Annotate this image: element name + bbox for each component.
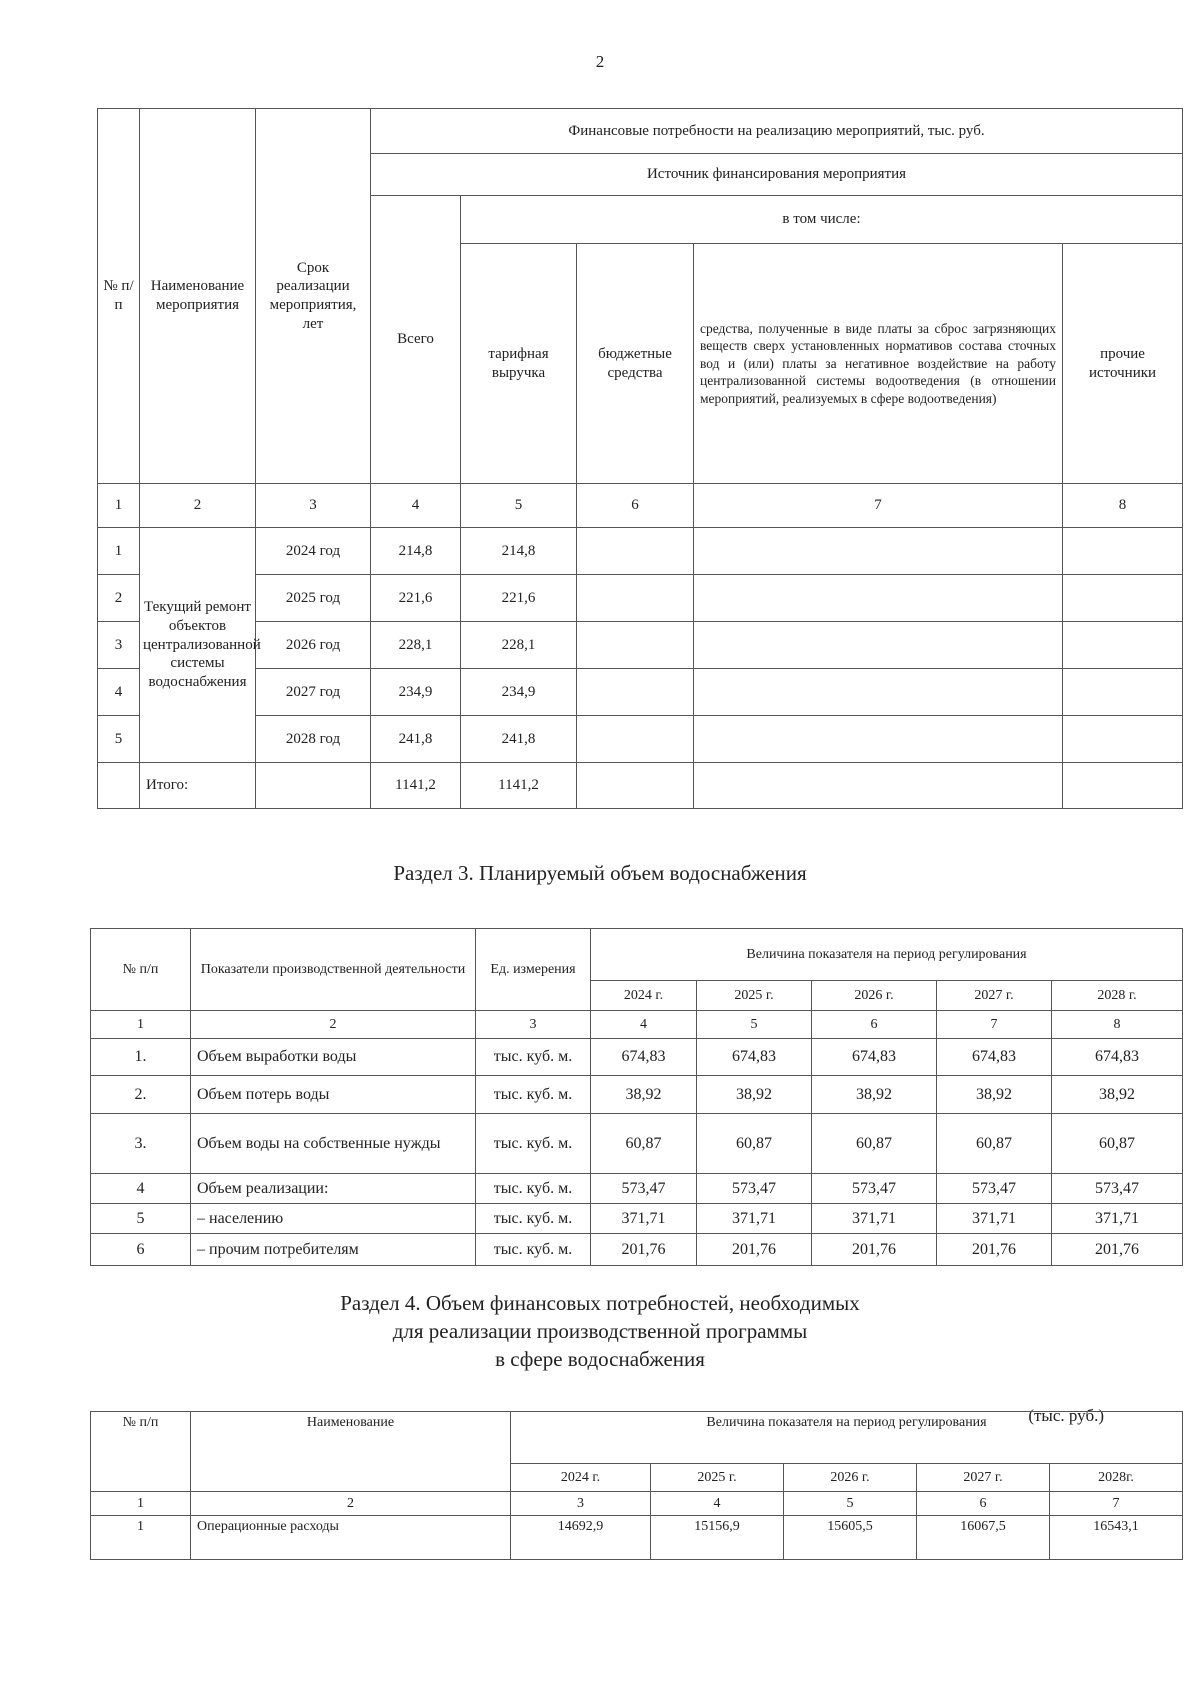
header-including: в том числе:	[461, 196, 1183, 244]
year-header: 2024 г.	[591, 981, 697, 1011]
row-value: 15605,5	[784, 1516, 917, 1560]
row-name: Операционные расходы	[191, 1516, 511, 1560]
row-name: Объем выработки воды	[191, 1039, 476, 1076]
section3-title: Раздел 3. Планируемый объем водоснабжения	[393, 861, 807, 885]
total-value: 1141,2	[371, 763, 461, 809]
row-value: 201,76	[812, 1234, 937, 1266]
column-numbers-row	[91, 1492, 1183, 1516]
table-row	[91, 1204, 1183, 1234]
col-number: 1	[98, 484, 140, 528]
table-row	[91, 1039, 1183, 1076]
row-num: 1.	[91, 1039, 191, 1076]
table-row	[91, 1234, 1183, 1266]
row-num: 5	[98, 716, 140, 763]
col-number: 4	[651, 1492, 784, 1516]
header-tariff: тарифная выручка	[461, 244, 577, 484]
row-tariff: 214,8	[461, 528, 577, 575]
row-num: 1	[98, 528, 140, 575]
header-value: Величина показателя на период регулирования	[511, 1412, 1183, 1464]
row-unit: тыс. куб. м.	[476, 1234, 591, 1266]
row-num: 1	[91, 1516, 191, 1560]
col-number: 4	[591, 1011, 697, 1039]
row-name: – населению	[191, 1204, 476, 1234]
row-value: 371,71	[591, 1204, 697, 1234]
row-total: 214,8	[371, 528, 461, 575]
year-header: 2027 г.	[937, 981, 1052, 1011]
col-number: 8	[1063, 484, 1183, 528]
row-unit: тыс. куб. м.	[476, 1174, 591, 1204]
table-row	[91, 1174, 1183, 1204]
table-row	[91, 1516, 1183, 1560]
col-number: 3	[511, 1492, 651, 1516]
header-num: № п/п	[91, 1412, 191, 1492]
row-value: 573,47	[697, 1174, 812, 1204]
row-value: 14692,9	[511, 1516, 651, 1560]
table-row	[98, 575, 1183, 622]
header-other: прочие источники	[1063, 244, 1183, 484]
col-number: 2	[191, 1011, 476, 1039]
col-number: 8	[1052, 1011, 1183, 1039]
header-num: № п/п	[91, 929, 191, 1011]
header-term: Срок реализации мероприятия, лет	[256, 109, 371, 484]
row-value: 674,83	[697, 1039, 812, 1076]
row-num: 3	[98, 622, 140, 669]
row-value: 371,71	[937, 1204, 1052, 1234]
col-number: 6	[577, 484, 694, 528]
row-num: 2	[98, 575, 140, 622]
row-num: 3.	[91, 1114, 191, 1174]
col-number: 5	[784, 1492, 917, 1516]
row-value: 573,47	[937, 1174, 1052, 1204]
col-number: 3	[256, 484, 371, 528]
row-value: 201,76	[591, 1234, 697, 1266]
row-value: 60,87	[591, 1114, 697, 1174]
row-value: 371,71	[697, 1204, 812, 1234]
section4-title-line3: в сфере водоснабжения	[495, 1347, 705, 1371]
header-indicator: Показатели производственной деятельности	[191, 929, 476, 1011]
col-number: 3	[476, 1011, 591, 1039]
row-tariff: 241,8	[461, 716, 577, 763]
row-value: 674,83	[812, 1039, 937, 1076]
measure-name: Текущий ремонт объектов централизованной системы водоснабжения	[140, 528, 256, 763]
section4-title-line1: Раздел 4. Объем финансовых потребностей, необходимых	[340, 1291, 860, 1315]
row-year: 2026 год	[256, 622, 371, 669]
col-number: 7	[694, 484, 1063, 528]
financial-needs-table	[97, 108, 1183, 809]
row-num: 2.	[91, 1076, 191, 1114]
row-year: 2027 год	[256, 669, 371, 716]
row-year: 2028 год	[256, 716, 371, 763]
water-volume-table	[90, 928, 1183, 1266]
year-header: 2026 г.	[812, 981, 937, 1011]
row-value: 38,92	[812, 1076, 937, 1114]
page-number: 2	[595, 52, 605, 71]
row-value: 60,87	[1052, 1114, 1183, 1174]
header-source: Источник финансирования мероприятия	[371, 154, 1183, 196]
row-value: 16067,5	[917, 1516, 1050, 1560]
table-row	[98, 716, 1183, 763]
row-value: 674,83	[591, 1039, 697, 1076]
units-label: (тыс. руб.)	[1028, 1406, 1104, 1425]
table-row	[98, 528, 1183, 575]
row-total: 241,8	[371, 716, 461, 763]
header-value: Величина показателя на период регулирования	[591, 929, 1183, 981]
col-number: 1	[91, 1492, 191, 1516]
col-number: 4	[371, 484, 461, 528]
row-total: 221,6	[371, 575, 461, 622]
total-row	[98, 763, 1183, 809]
header-name: Наименование	[191, 1412, 511, 1492]
row-num: 4	[98, 669, 140, 716]
total-tariff: 1141,2	[461, 763, 577, 809]
column-numbers-row	[98, 484, 1183, 528]
year-header: 2028 г.	[1052, 981, 1183, 1011]
year-header: 2026 г.	[784, 1464, 917, 1492]
col-number: 1	[91, 1011, 191, 1039]
row-value: 674,83	[1052, 1039, 1183, 1076]
header-name: Наименование мероприятия	[140, 109, 256, 484]
row-value: 201,76	[697, 1234, 812, 1266]
row-value: 573,47	[812, 1174, 937, 1204]
col-number: 5	[461, 484, 577, 528]
table-row	[98, 669, 1183, 716]
col-number: 2	[191, 1492, 511, 1516]
table-row	[91, 1114, 1183, 1174]
row-year: 2024 год	[256, 528, 371, 575]
year-header: 2024 г.	[511, 1464, 651, 1492]
row-tariff: 228,1	[461, 622, 577, 669]
row-value: 38,92	[591, 1076, 697, 1114]
col-number: 7	[937, 1011, 1052, 1039]
row-total: 234,9	[371, 669, 461, 716]
row-num: 5	[91, 1204, 191, 1234]
header-unit: Ед. измерения	[476, 929, 591, 1011]
row-value: 60,87	[937, 1114, 1052, 1174]
row-value: 674,83	[937, 1039, 1052, 1076]
header-budget: бюджетные средства	[577, 244, 694, 484]
row-value: 16543,1	[1050, 1516, 1183, 1560]
col-number: 6	[917, 1492, 1050, 1516]
row-value: 573,47	[591, 1174, 697, 1204]
row-value: 371,71	[812, 1204, 937, 1234]
col-number: 7	[1050, 1492, 1183, 1516]
row-value: 201,76	[1052, 1234, 1183, 1266]
row-unit: тыс. куб. м.	[476, 1204, 591, 1234]
row-value: 38,92	[697, 1076, 812, 1114]
row-name: Объем потерь воды	[191, 1076, 476, 1114]
financial-volume-table	[90, 1411, 1183, 1560]
row-value: 201,76	[937, 1234, 1052, 1266]
year-header: 2028г.	[1050, 1464, 1183, 1492]
total-label: Итого:	[140, 763, 256, 809]
row-value: 38,92	[1052, 1076, 1183, 1114]
header-fees: средства, полученные в виде платы за сброс загрязняющих веществ сверх установленных нормативов состава сточных вод и (или) платы за негативное воздействие на работу централизованной системы водоотведения (в отношении мероприятий, реализуемых в сфере водоотведения)	[694, 244, 1063, 484]
row-num: 6	[91, 1234, 191, 1266]
row-name: Объем воды на собственные нужды	[191, 1114, 476, 1174]
year-header: 2025 г.	[697, 981, 812, 1011]
row-num: 4	[91, 1174, 191, 1204]
row-value: 371,71	[1052, 1204, 1183, 1234]
year-header: 2025 г.	[651, 1464, 784, 1492]
row-name: – прочим потребителям	[191, 1234, 476, 1266]
row-unit: тыс. куб. м.	[476, 1114, 591, 1174]
col-number: 6	[812, 1011, 937, 1039]
row-unit: тыс. куб. м.	[476, 1039, 591, 1076]
row-name: Объем реализации:	[191, 1174, 476, 1204]
row-unit: тыс. куб. м.	[476, 1076, 591, 1114]
row-year: 2025 год	[256, 575, 371, 622]
section4-title-line2: для реализации производственной программы	[392, 1319, 808, 1343]
header-total: Всего	[371, 196, 461, 484]
row-value: 38,92	[937, 1076, 1052, 1114]
row-value: 15156,9	[651, 1516, 784, 1560]
column-numbers-row	[91, 1011, 1183, 1039]
col-number: 2	[140, 484, 256, 528]
header-fin-needs: Финансовые потребности на реализацию мероприятий, тыс. руб.	[371, 109, 1183, 154]
row-value: 573,47	[1052, 1174, 1183, 1204]
col-number: 5	[697, 1011, 812, 1039]
year-header: 2027 г.	[917, 1464, 1050, 1492]
header-num: № п/п	[98, 109, 140, 484]
row-total: 228,1	[371, 622, 461, 669]
table-row	[91, 1076, 1183, 1114]
row-value: 60,87	[697, 1114, 812, 1174]
row-value: 60,87	[812, 1114, 937, 1174]
row-tariff: 221,6	[461, 575, 577, 622]
row-tariff: 234,9	[461, 669, 577, 716]
